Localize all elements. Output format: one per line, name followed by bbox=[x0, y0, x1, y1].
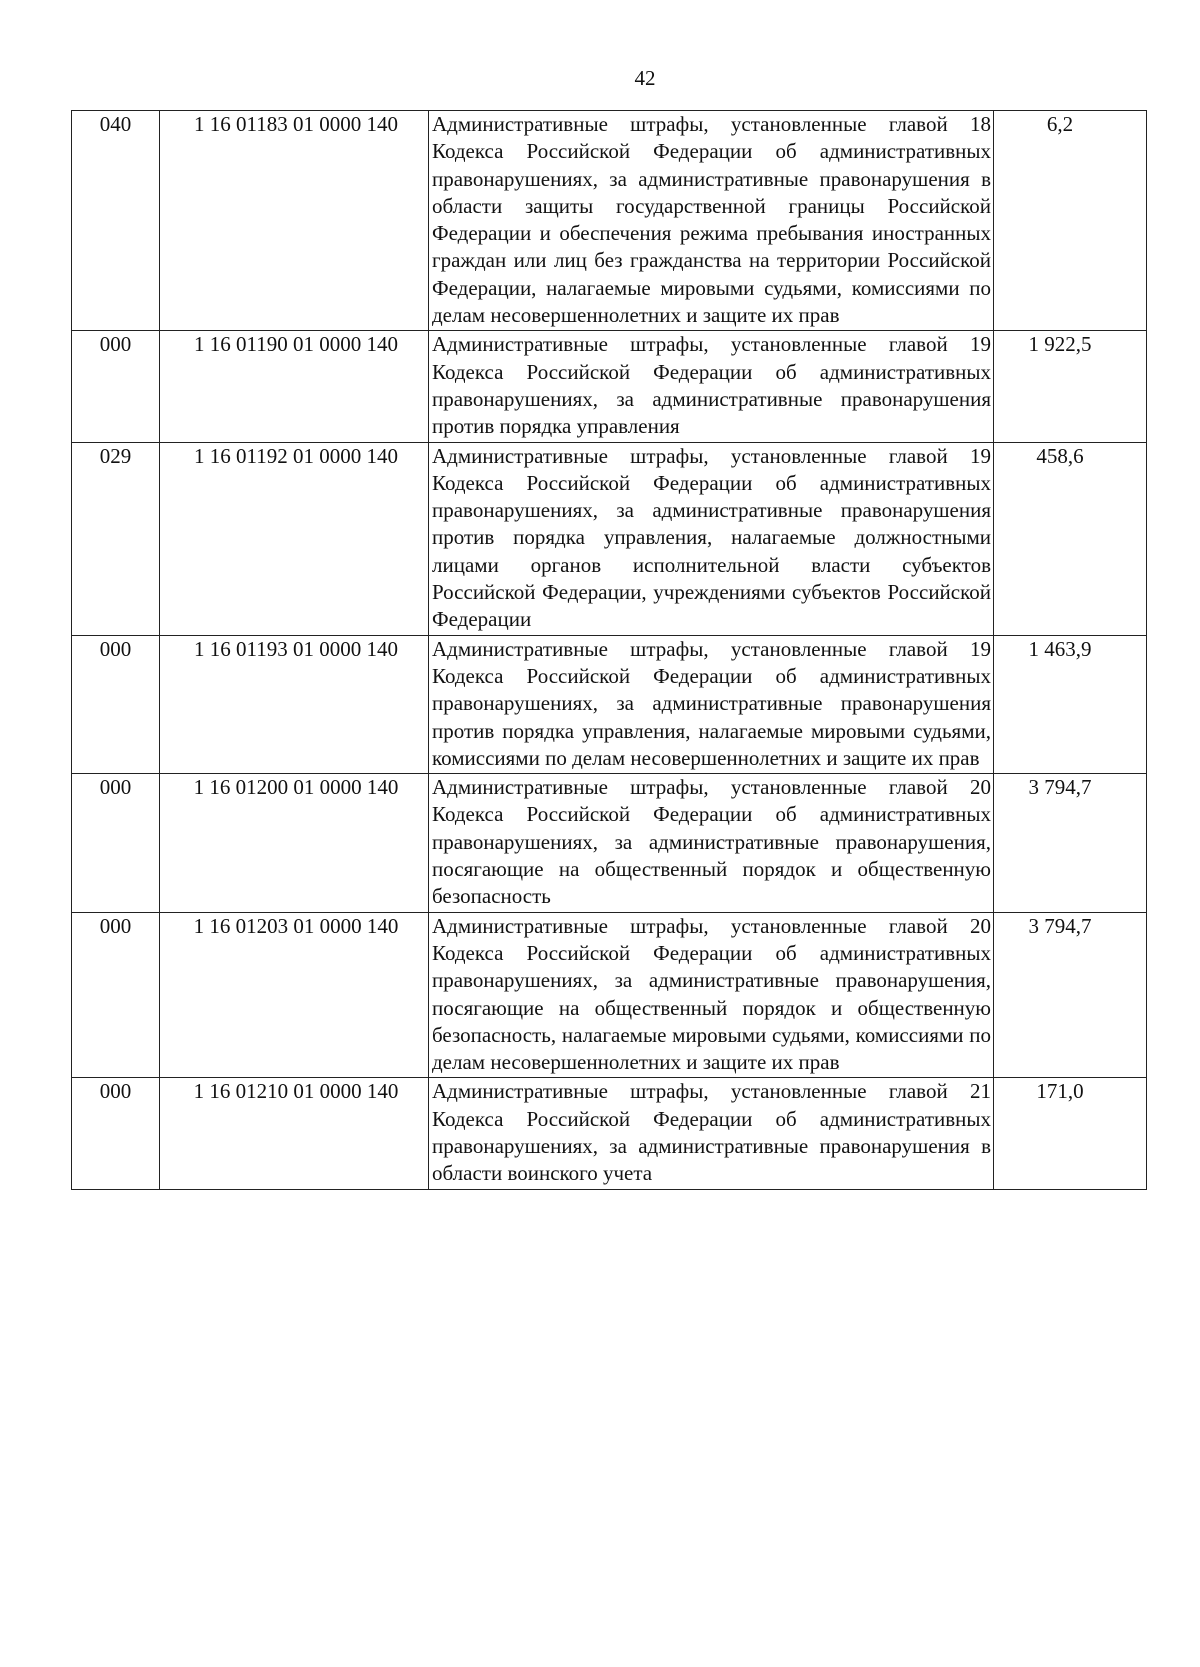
table-row bbox=[72, 111, 1147, 331]
admin-code-cell: 000 bbox=[72, 331, 160, 442]
page-number: 42 bbox=[634, 66, 656, 90]
budget-code-cell: 1 16 01193 01 0000 140 bbox=[160, 635, 429, 773]
description-cell: Административные штрафы, установленные главой 20 Кодекса Российской Федерации об административных правонарушениях, за административные правонарушения, посягающие на общественный порядок и общественную безопасность, налагаемые мировыми судьями, комиссиями по делам несовершеннолетних и защите их прав bbox=[429, 912, 994, 1078]
description-cell: Административные штрафы, установленные главой 19 Кодекса Российской Федерации об административных правонарушениях, за административные правонарушения против порядка управления, налагаемые должностными лицами органов исполнительной власти субъектов Российской Федерации, учреждениями субъектов Российской Федерации bbox=[429, 442, 994, 635]
amount-cell bbox=[994, 1078, 1147, 1189]
amount-cell bbox=[994, 774, 1147, 912]
amount-cell bbox=[994, 912, 1147, 1078]
budget-code-cell: 1 16 01200 01 0000 140 bbox=[160, 774, 429, 912]
amount-value: 458,6 bbox=[1036, 443, 1084, 468]
admin-code-cell: 000 bbox=[72, 1078, 160, 1189]
table-row bbox=[72, 331, 1147, 442]
amount-cell bbox=[994, 331, 1147, 442]
amount-value: 3 794,7 bbox=[1028, 775, 1092, 800]
budget-code-cell: 1 16 01203 01 0000 140 bbox=[160, 912, 429, 1078]
budget-code-cell: 1 16 01183 01 0000 140 bbox=[160, 111, 429, 331]
table-row bbox=[72, 1078, 1147, 1189]
description-cell: Административные штрафы, установленные главой 19 Кодекса Российской Федерации об административных правонарушениях, за административные правонарушения против порядка управления, налагаемые мировыми судьями, комиссиями по делам несовершеннолетних и защите их прав bbox=[429, 635, 994, 773]
amount-cell bbox=[994, 111, 1147, 331]
amount-value: 6,2 bbox=[1046, 112, 1074, 136]
description-cell: Административные штрафы, установленные главой 20 Кодекса Российской Федерации об административных правонарушениях, за административные правонарушения, посягающие на общественный порядок и общественную безопасность bbox=[429, 774, 994, 912]
table-row bbox=[72, 774, 1147, 912]
budget-code-cell: 1 16 01210 01 0000 140 bbox=[160, 1078, 429, 1189]
table-row bbox=[72, 442, 1147, 635]
budget-code-cell: 1 16 01190 01 0000 140 bbox=[160, 331, 429, 442]
table-row bbox=[72, 912, 1147, 1078]
description-cell: Административные штрафы, установленные главой 21 Кодекса Российской Федерации об административных правонарушениях, за административные правонарушения в области воинского учета bbox=[429, 1078, 994, 1189]
amount-value: 1 463,9 bbox=[1028, 636, 1092, 661]
budget-code-cell: 1 16 01192 01 0000 140 bbox=[160, 442, 429, 635]
admin-code-cell: 029 bbox=[72, 442, 160, 635]
admin-code-cell: 000 bbox=[72, 774, 160, 912]
admin-code-cell: 000 bbox=[72, 912, 160, 1078]
budget-table bbox=[71, 110, 1147, 1190]
admin-code-cell: 000 bbox=[72, 635, 160, 773]
amount-cell bbox=[994, 635, 1147, 773]
description-cell: Административные штрафы, установленные главой 19 Кодекса Российской Федерации об административных правонарушениях, за административные правонарушения против порядка управления bbox=[429, 331, 994, 442]
table-row bbox=[72, 635, 1147, 773]
amount-value: 3 794,7 bbox=[1028, 913, 1092, 938]
amount-value: 171,0 bbox=[1036, 1079, 1084, 1104]
description-cell: Административные штрафы, установленные главой 18 Кодекса Российской Федерации об административных правонарушениях, за административные правонарушения в области защиты государственной границы Российской Федерации и обеспечения режима пребывания иностранных граждан или лиц без гражданства на территории Российской Федерации, налагаемые мировыми судьями, комиссиями по делам несовершеннолетних и защите их прав bbox=[429, 111, 994, 331]
admin-code-cell: 040 bbox=[72, 111, 160, 331]
amount-cell bbox=[994, 442, 1147, 635]
amount-value: 1 922,5 bbox=[1028, 332, 1092, 357]
